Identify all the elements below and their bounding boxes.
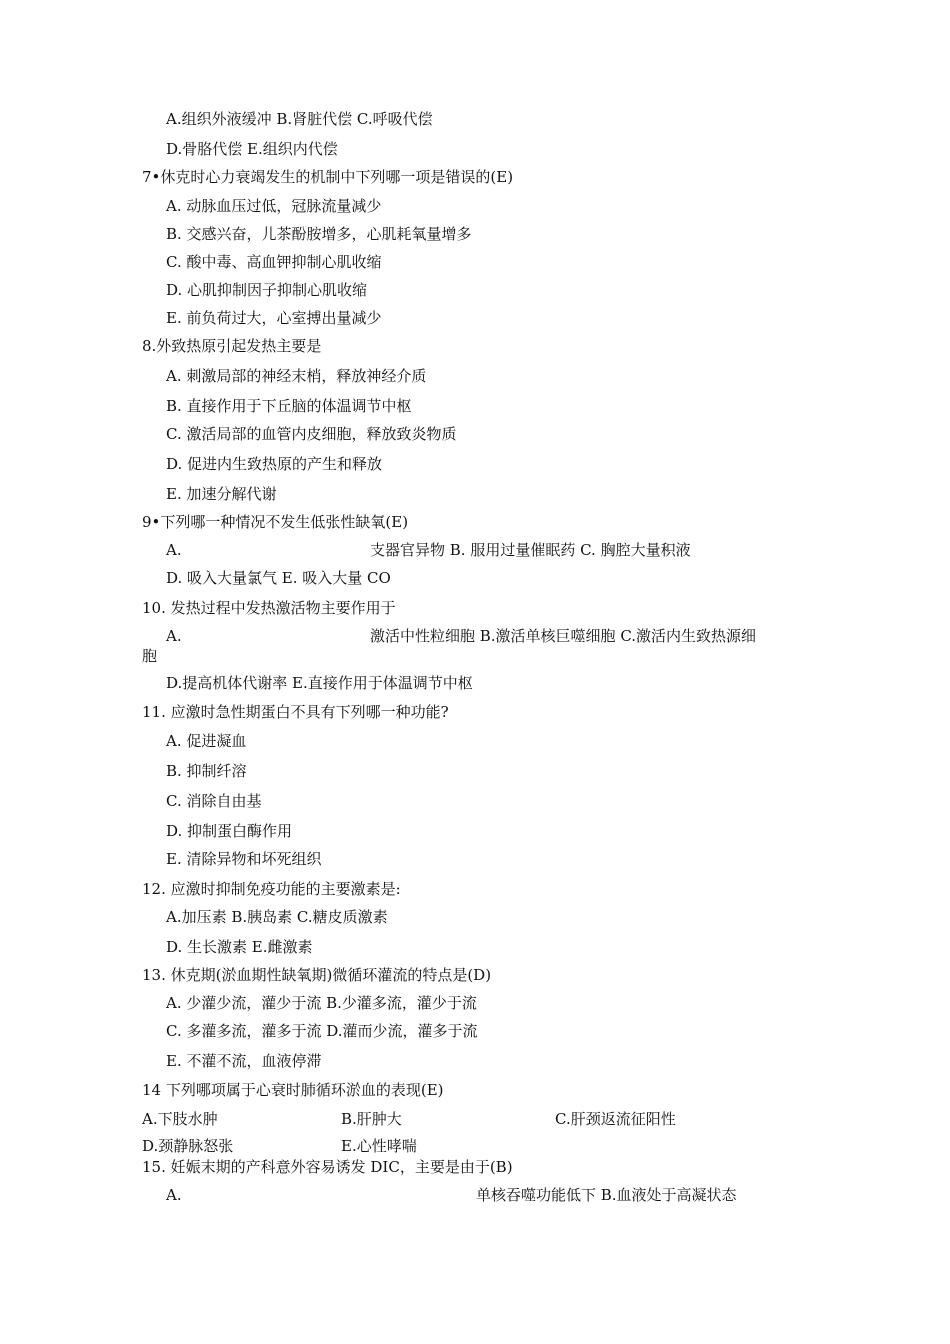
q6-options-de: D.骨胳代偿 E.组织内代偿 — [166, 140, 338, 158]
q12-options-de: D. 生长激素 E.雌激素 — [166, 938, 313, 956]
q15-question: 15. 妊娠末期的产科意外容易诱发 DIC，主要是由于(B) — [142, 1158, 513, 1176]
q14-option-d: D.颈静脉怒张 — [142, 1137, 234, 1155]
q7-question: 7•休克时心力衰竭发生的机制中下列哪一项是错误的(E) — [142, 168, 514, 186]
q6-options-abc: A.组织外液缓冲 B.肾脏代偿 C.呼吸代偿 — [166, 110, 433, 128]
q8-option-d: D. 促进内生致热原的产生和释放 — [166, 455, 383, 473]
q10-question: 10. 发热过程中发热激活物主要作用于 — [142, 599, 396, 617]
q9-option-a-label: A. — [166, 541, 182, 559]
q7-option-c: C. 酸中毒、高血钾抑制心肌收缩 — [166, 253, 382, 271]
q14-option-b: B.肝肿大 — [341, 1110, 402, 1128]
q13-option-e: E. 不灌不流，血液停滞 — [166, 1052, 322, 1070]
q9-options-abc: 支器官异物 B. 服用过量催眠药 C. 胸腔大量积液 — [370, 541, 691, 559]
q13-options-ab: A. 少灌少流，灌少于流 B.少灌多流，灌少于流 — [166, 994, 477, 1012]
q11-option-e: E. 清除异物和坏死组织 — [166, 850, 322, 868]
q14-question: 14 下列哪项属于心衰时肺循环淤血的表现(E) — [142, 1081, 444, 1099]
q10-options-de: D.提高机体代谢率 E.直接作用于体温调节中枢 — [166, 674, 473, 692]
q7-option-b: B. 交感兴奋，儿茶酚胺增多，心肌耗氧量增多 — [166, 225, 472, 243]
q9-question: 9•下列哪一种情况不发生低张性缺氧(E) — [142, 513, 409, 531]
q8-question: 8.外致热原引起发热主要是 — [142, 337, 322, 355]
q14-option-e: E.心性哮喘 — [341, 1137, 417, 1155]
q10-options-abc: 激活中性粒细胞 B.激活单核巨噬细胞 C.激活内生致热源细 — [370, 627, 757, 645]
q11-option-b: B. 抑制纤溶 — [166, 762, 247, 780]
q14-option-c: C.肝颈返流征阳性 — [555, 1110, 676, 1128]
q11-option-a: A. 促进凝血 — [166, 732, 247, 750]
q15-option-a-label: A. — [166, 1186, 182, 1204]
q8-option-c: C. 激活局部的血管内皮细胞，释放致炎物质 — [166, 425, 457, 443]
q11-question: 11. 应激时急性期蛋白不具有下列哪一种功能? — [142, 703, 449, 721]
q8-option-e: E. 加速分解代谢 — [166, 485, 277, 503]
q7-option-a: A. 动脉血压过低，冠脉流量减少 — [166, 197, 382, 215]
q11-option-c: C. 消除自由基 — [166, 792, 262, 810]
q7-option-d: D. 心肌抑制因子抑制心肌收缩 — [166, 281, 368, 299]
q10-option-a-label: A. — [166, 627, 182, 645]
q13-options-cd: C. 多灌多流，灌多于流 D.灌而少流，灌多于流 — [166, 1022, 478, 1040]
q8-option-b: B. 直接作用于下丘脑的体温调节中枢 — [166, 397, 412, 415]
q14-option-a: A.下肢水肿 — [142, 1110, 218, 1128]
q12-question: 12. 应激时抑制免疫功能的主要激素是: — [142, 880, 401, 898]
q9-options-de: D. 吸入大量氯气 E. 吸入大量 CO — [166, 569, 391, 587]
q8-option-a: A. 刺激局部的神经末梢，释放神经介质 — [166, 367, 427, 385]
q10-options-abc-wrap: 胞 — [142, 647, 158, 665]
q15-options-ab: 单核吞噬功能低下 B.血液处于高凝状态 — [476, 1186, 737, 1204]
q7-option-e: E. 前负荷过大，心室搏出量减少 — [166, 309, 382, 327]
q12-options-abc: A.加压素 B.胰岛素 C.糖皮质激素 — [166, 908, 388, 926]
q11-option-d: D. 抑制蛋白酶作用 — [166, 822, 293, 840]
q13-question: 13. 休克期(淤血期性缺氧期)微循环灌流的特点是(D) — [142, 966, 492, 984]
